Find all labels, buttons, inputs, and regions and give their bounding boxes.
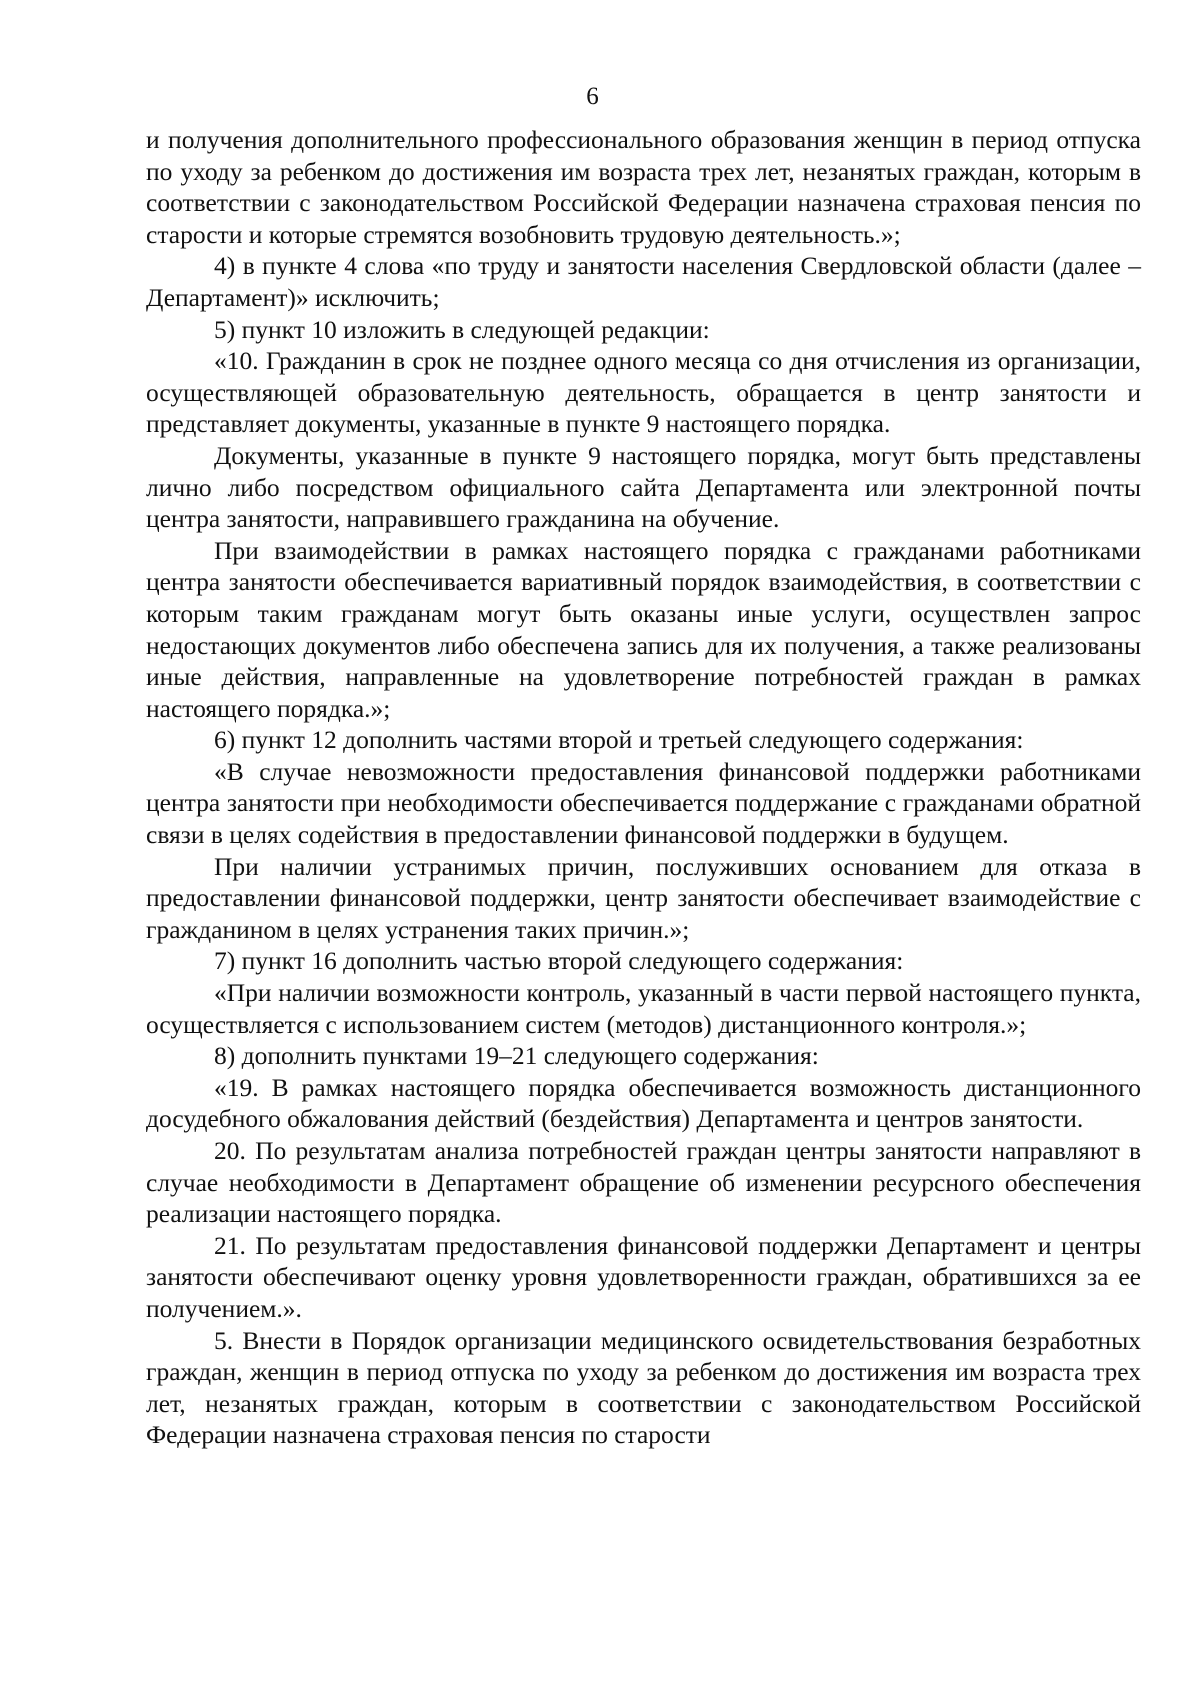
paragraph-point-21: 21. По результатам предоставления финансовой поддержки Департамент и центры занятости обеспечивают оценку уровня удовлетворенности граждан, обратившихся за ее получением.». — [146, 1230, 1141, 1323]
page-number: 6 — [586, 83, 599, 110]
paragraph-item-8: 8) дополнить пунктами 19–21 следующего содержания: — [214, 1041, 819, 1071]
paragraph-point-19: «19. В рамках настоящего порядка обеспечивается возможность дистанционного досудебного обжалования действий (бездействия) Департамента и центров занятости. — [146, 1072, 1141, 1134]
document-body — [146, 124, 1141, 1451]
paragraph-documents: Документы, указанные в пункте 9 настоящего порядка, могут быть представлены лично либо посредством официального сайта Департамента или электронной почты центра занятости, направившего гражданина на обучение. — [146, 440, 1141, 534]
paragraph-item-4: 4) в пункте 4 слова «по труду и занятости населения Свердловской области (далее – Департамент)» исключить; — [146, 251, 1141, 312]
paragraph-remote-control: «При наличии возможности контроль, указанный в части первой настоящего пункта, осуществляется с использованием систем (методов) дистанционного контроля.»; — [146, 978, 1141, 1039]
paragraph-item-7: 7) пункт 16 дополнить частью второй следующего содержания: — [214, 946, 904, 976]
paragraph-interaction: При взаимодействии в рамках настоящего порядка с гражданами работниками центра занятости обеспечивается вариативный порядок взаимодействия, в соответствии с которым таким гражданам могут быть оказаны иные услуги, осуществлен запрос недостающих документов либо обеспечена запись для их получения, а также реализованы иные действия, направленные на удовлетворение потребностей граждан в рамках настоящего порядка.»; — [146, 535, 1141, 723]
paragraph-financial-support: «В случае невозможности предоставления финансовой поддержки работниками центра занятости при необходимости обеспечивается поддержание с гражданами обратной связи в целях содействия в предоставлении финансовой поддержки в будущем. — [146, 756, 1141, 850]
paragraph-removable-reasons: При наличии устранимых причин, послуживших основанием для отказа в предоставлении финансовой поддержки, центр занятости обеспечивает взаимодействие с гражданином в целях устранения таких причин.»; — [146, 851, 1141, 944]
paragraph-point-20: 20. По результатам анализа потребностей граждан центры занятости направляют в случае необходимости в Департамент обращение об изменении ресурсного обеспечения реализации настоящего порядка. — [146, 1136, 1141, 1229]
paragraph-item-6: 6) пункт 12 дополнить частями второй и третьей следующего содержания: — [214, 725, 1024, 755]
paragraph-continuation: и получения дополнительного профессионального образования женщин в период отпуска по уходу за ребенком до достижения им возраста трех лет, незанятых граждан, которым в соответствии с законодательством Российской Федерации назначена страховая пенсия по старости и которые стремятся возобновить трудовую деятельность.»; — [146, 125, 1141, 249]
paragraph-item-5: 5) пункт 10 изложить в следующей редакции: — [214, 314, 710, 344]
paragraph-point-10: «10. Гражданин в срок не позднее одного месяца со дня отчисления из организации, осуществляющей образовательную деятельность, обращается в центр занятости и представляет документы, указанные в пункте 9 настоящего порядка. — [146, 346, 1141, 439]
paragraph-section-5: 5. Внести в Порядок организации медицинского освидетельствования безработных граждан, женщин в период отпуска по уходу за ребенком до достижения им возраста трех лет, незанятых граждан, которым в соответствии с законодательством Российской Федерации назначена страховая пенсия по старости — [146, 1325, 1141, 1450]
